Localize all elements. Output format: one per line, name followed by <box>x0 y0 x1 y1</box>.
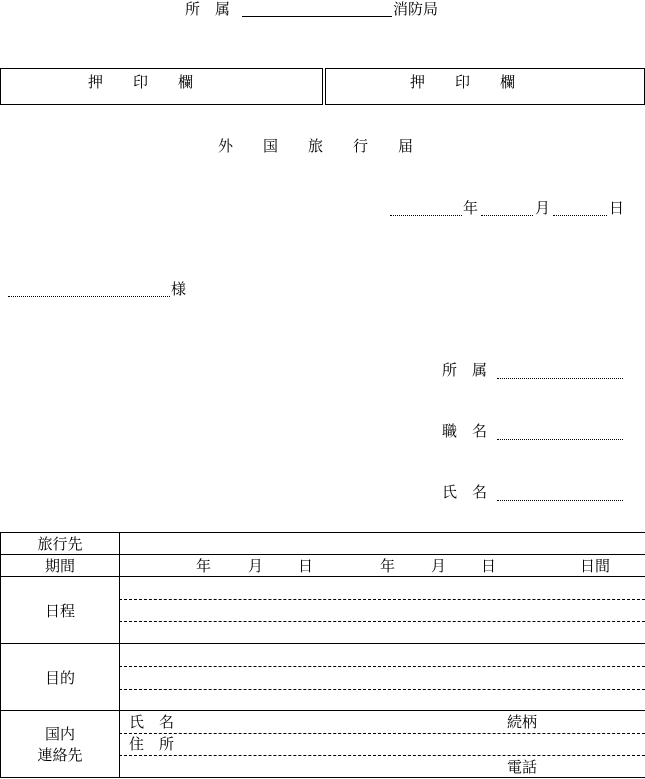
applicant-affiliation-label: 所 属 <box>442 361 488 379</box>
schedule-line-1 <box>119 599 645 600</box>
contact-relation-label: 続柄 <box>507 713 538 731</box>
document-title: 外 国 旅 行 届 <box>218 137 414 155</box>
travel-details-table <box>0 532 645 778</box>
purpose-field[interactable] <box>120 644 645 711</box>
addressee-blank[interactable] <box>8 281 170 297</box>
period-from-year: 年 <box>196 557 212 575</box>
contact-line-2 <box>119 755 645 756</box>
table-row-schedule <box>1 577 645 644</box>
header-affiliation-label: 所 属 <box>185 0 231 18</box>
stamp-box-right[interactable] <box>325 68 645 105</box>
period-to-month: 月 <box>431 557 447 575</box>
stamp-box-right-label: 押 印 欄 <box>410 73 516 91</box>
applicant-affiliation-blank[interactable] <box>497 363 623 379</box>
destination-field[interactable] <box>120 533 645 555</box>
contact-label-line1: 国内 <box>44 725 75 743</box>
header-fire-dept-suffix: 消防局 <box>393 0 439 18</box>
schedule-line-2 <box>119 621 645 622</box>
date-day-unit: 日 <box>609 199 625 217</box>
contact-phone-label: 電話 <box>507 758 538 776</box>
period-to-day: 日 <box>481 557 497 575</box>
applicant-name-label: 氏 名 <box>442 483 488 501</box>
contact-name-label: 氏 名 <box>129 713 175 731</box>
period-from-month: 月 <box>248 557 264 575</box>
applicant-name-blank[interactable] <box>497 485 623 501</box>
table-row-destination <box>1 533 645 555</box>
table-row-contact <box>1 711 645 778</box>
table-row-purpose <box>1 644 645 711</box>
contact-label-line2: 連絡先 <box>37 746 83 764</box>
header-affiliation-blank[interactable] <box>242 0 392 17</box>
purpose-line-1 <box>119 666 645 667</box>
schedule-field[interactable] <box>120 577 645 644</box>
stamp-box-left-label: 押 印 欄 <box>88 73 194 91</box>
table-row-period <box>1 555 645 577</box>
date-month-unit: 月 <box>535 199 551 217</box>
contact-field[interactable] <box>120 711 645 778</box>
date-month-blank[interactable] <box>481 200 533 216</box>
contact-address-label: 住 所 <box>129 735 175 753</box>
period-label: 期間 <box>1 555 120 577</box>
period-days: 日間 <box>580 557 611 575</box>
schedule-label: 日程 <box>1 577 120 644</box>
date-year-blank[interactable] <box>390 200 462 216</box>
applicant-position-blank[interactable] <box>497 424 623 440</box>
period-field[interactable] <box>120 555 645 577</box>
purpose-label: 目的 <box>1 644 120 711</box>
purpose-line-2 <box>119 689 645 690</box>
contact-label <box>1 711 120 778</box>
applicant-position-label: 職 名 <box>442 422 488 440</box>
date-day-blank[interactable] <box>553 200 607 216</box>
destination-label: 旅行先 <box>1 533 120 555</box>
contact-line-1 <box>119 733 645 734</box>
period-from-day: 日 <box>298 557 314 575</box>
stamp-box-left[interactable] <box>0 68 323 105</box>
period-to-year: 年 <box>380 557 396 575</box>
addressee-suffix: 様 <box>171 280 187 298</box>
date-year-unit: 年 <box>463 199 479 217</box>
